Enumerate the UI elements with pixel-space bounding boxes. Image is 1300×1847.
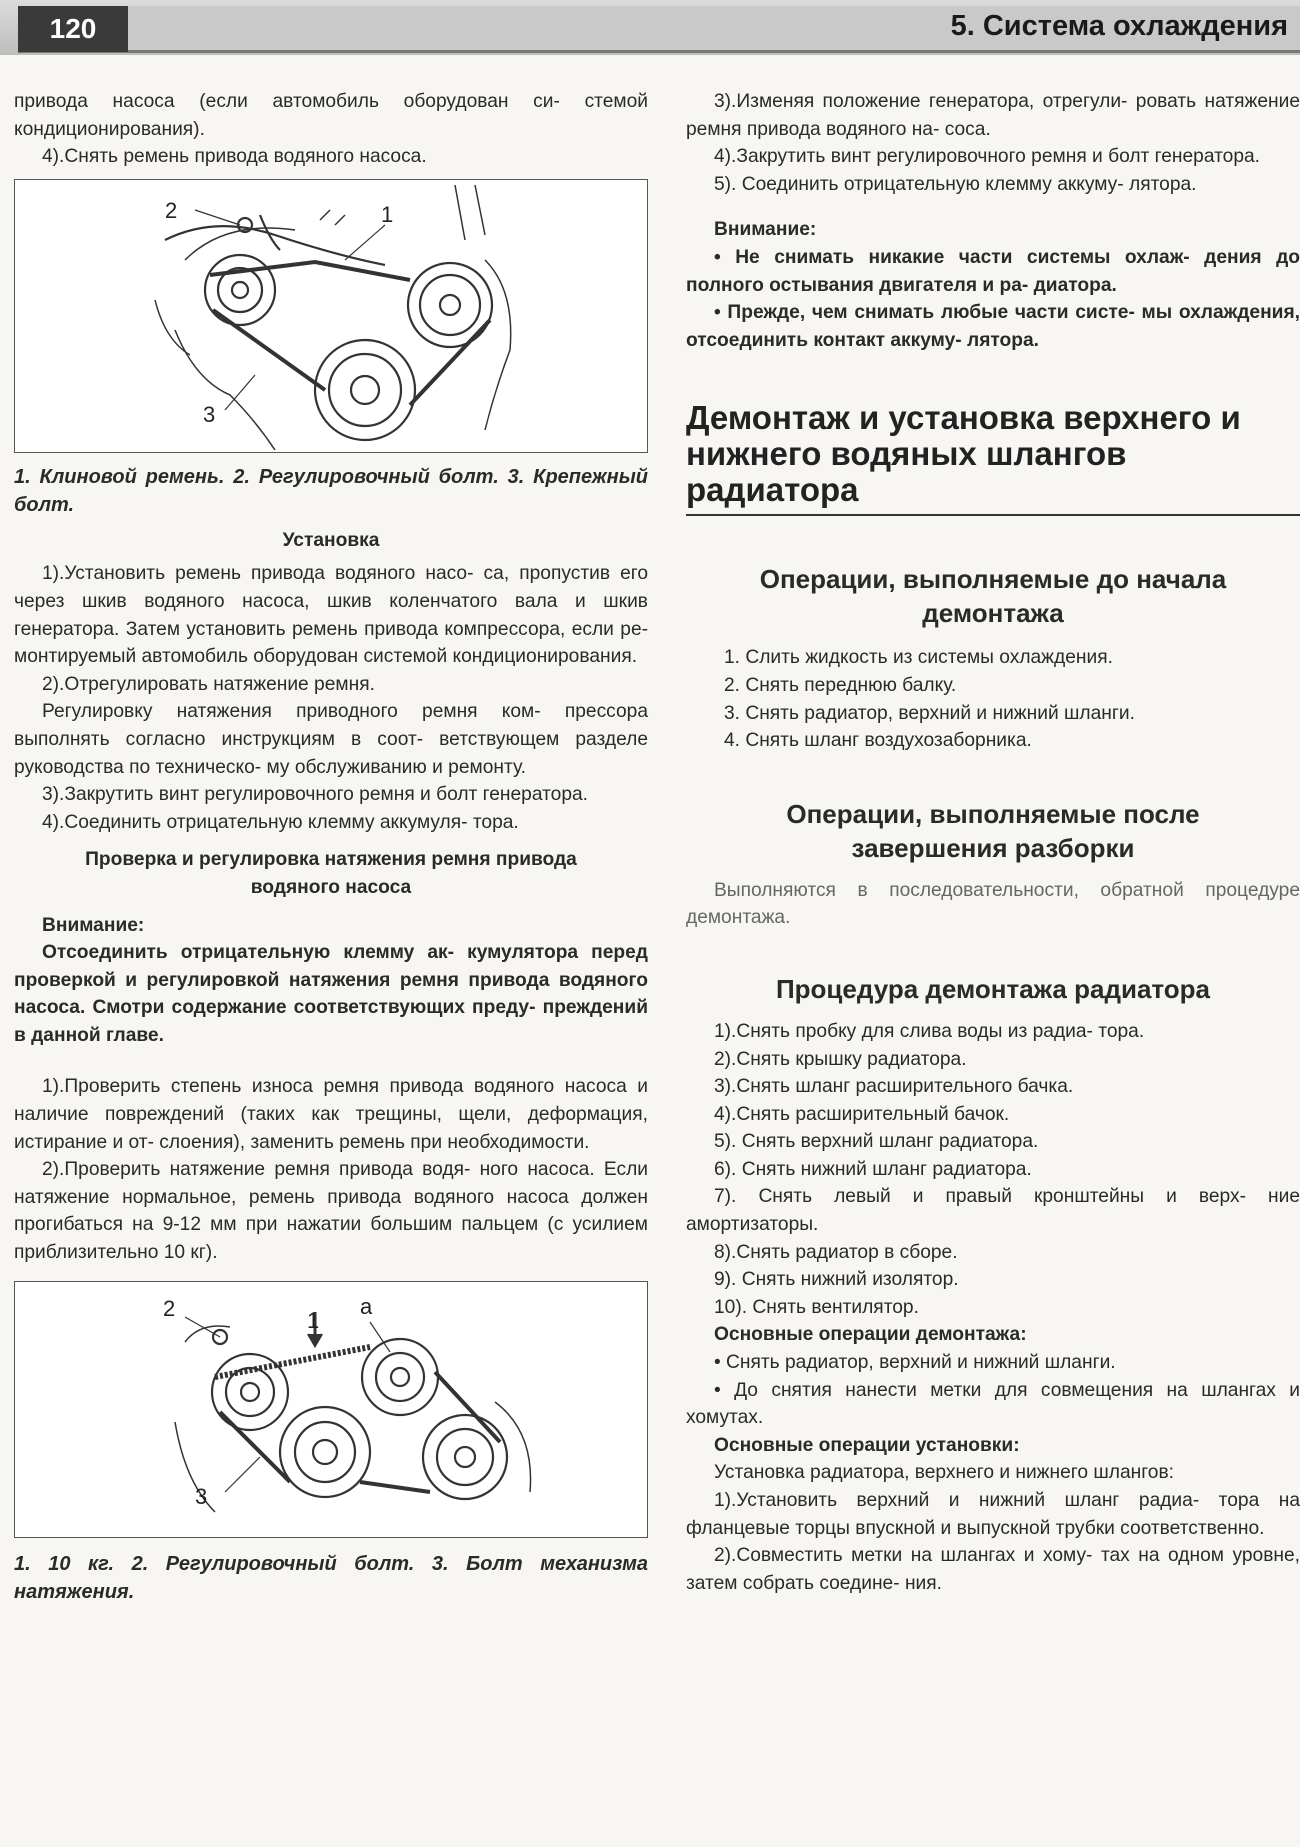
figure-belt-tension — [14, 1281, 648, 1538]
paragraph: привода насоса (если автомобиль оборудован си- стемой кондиционирования). — [14, 91, 648, 140]
procedure-step: 3).Снять шланг расширительного бачка. — [714, 1076, 1074, 1098]
procedure-step: 4).Снять расширительный бачок. — [714, 1103, 1010, 1125]
section-heading: Проверка и регулировка натяжения ремня привода водяного насоса — [85, 849, 577, 898]
subsection-title: Операции, выполняемые после завершения разборки — [786, 798, 1200, 863]
paragraph: 2).Отрегулировать натяжение ремня. — [42, 673, 375, 695]
paragraph: 2).Совместить метки на шлангах и хому- тах на одном уровне, затем собрать соедине- ния. — [686, 1545, 1300, 1594]
callout-a: a — [360, 1293, 373, 1319]
callout-3: 3 — [203, 401, 216, 427]
paragraph: 3).Закрутить винт регулировочного ремня и болт генератора. — [42, 784, 588, 806]
procedure-step: 6). Снять нижний шланг радиатора. — [714, 1158, 1032, 1180]
list-item: 3. Снять радиатор, верхний и нижний шланги. — [724, 702, 1135, 724]
figure-caption: 1. 10 кг. 2. Регулировочный болт. 3. Болт механизма натяжения. — [14, 1552, 648, 1603]
bullet-item: • Снять радиатор, верхний и нижний шланги. — [714, 1352, 1116, 1374]
chapter-title: 5. Система охлаждения — [950, 10, 1288, 42]
paragraph: 5). Соединить отрицательную клемму аккуму- лятора. — [714, 173, 1197, 195]
list-item: 1. Слить жидкость из системы охлаждения. — [724, 647, 1113, 669]
subsection-title: Процедура демонтажа радиатора — [775, 973, 1211, 1004]
callout-2: 2 — [163, 1295, 176, 1321]
section-heading: Установка — [282, 529, 380, 551]
procedure-step: 2).Снять крышку радиатора. — [714, 1048, 967, 1070]
paragraph: 4).Соединить отрицательную клемму аккумуля- тора. — [42, 811, 519, 833]
subsection-title: Операции, выполняемые до начала демонтажа — [759, 564, 1227, 629]
figure-belt-drive — [14, 179, 648, 453]
paragraph: 2).Проверить натяжение ремня привода водя- ного насоса. Если натяжение нормальное, ремень привода водяного насоса должен прогибаться на 9-12 мм при нажатии большим пальцем (с усилием приблизительно 10 кг). — [14, 1159, 648, 1264]
belt-diagram-1 — [15, 180, 647, 452]
page-number: 120 — [18, 6, 128, 52]
list-item: 4. Снять шланг воздухозаборника. — [724, 730, 1032, 752]
callout-1: 1 — [307, 1307, 320, 1333]
page-header — [0, 0, 1300, 55]
paragraph: 3).Изменяя положение генератора, отрегули- ровать натяжение ремня привода водяного на- соса. — [686, 91, 1300, 140]
belt-diagram-2 — [15, 1282, 647, 1537]
warning-title: Внимание: — [42, 914, 145, 936]
paragraph: 1).Установить ремень привода водяного насо- са, пропустив его через шкив водяного насоса, шкив коленчатого вала и шкив генератора. Затем установить ремень привода компрессора, если ре- монтируемый автомобиль оборудован системой кондиционирования. — [14, 563, 648, 668]
callout-2: 2 — [165, 197, 178, 223]
procedure-step: 7). Снять левый и правый кронштейны и верх- ние амортизаторы. — [686, 1186, 1300, 1236]
paragraph: Установка радиатора, верхнего и нижнего шлангов: — [714, 1462, 1174, 1484]
attention-item: • Не снимать никакие части системы охлаж- дения до полного остывания двигателя и ра- диатора. — [686, 246, 1300, 296]
paragraph: Регулировку натяжения приводного ремня ком- прессора выполнять согласно инструкциям в соот- ветствующем разделе руководства по техническо- му обслуживанию и ремонту. — [14, 701, 648, 778]
paragraph: Выполняются в последовательности, обратной процедуре демонтажа. — [686, 879, 1300, 929]
subheading: Основные операции демонтажа: — [714, 1324, 1027, 1346]
callout-3: 3 — [195, 1483, 208, 1509]
pre-operations-list — [686, 644, 1300, 754]
procedure-step: 1).Снять пробку для слива воды из радиа- тора. — [714, 1020, 1145, 1042]
paragraph: 1).Установить верхний и нижний шланг радиа- тора на фланцевые торцы впускной и выпускной трубки соответственно. — [686, 1490, 1300, 1539]
procedure-step: 9). Снять нижний изолятор. — [714, 1269, 959, 1291]
procedure-step: 8).Снять радиатор в сборе. — [714, 1241, 958, 1263]
bullet-item: • До снятия нанести метки для совмещения на шлангах и хомутах. — [686, 1379, 1300, 1429]
attention-item: • Прежде, чем снимать любые части систе- мы охлаждения, отсоединить контакт аккуму- лятора. — [686, 302, 1300, 351]
procedure-step: 5). Снять верхний шланг радиатора. — [714, 1131, 1039, 1153]
callout-1: 1 — [381, 201, 394, 227]
paragraph: 1).Проверить степень износа ремня привода водяного насоса и наличие повреждений (таких как трещины, щели, деформация, истирание и от- слоения), заменить ремень при необходимости. — [14, 1076, 648, 1153]
attention-title: Внимание: — [714, 219, 817, 241]
figure-caption: 1. Клиновой ремень. 2. Регулировочный болт. 3. Крепежный болт. — [14, 465, 648, 516]
warning-text: Отсоединить отрицательную клемму ак- кумулятора перед проверкой и регулировкой натяжения ремня привода водяного насоса. Смотри содержание соответствующих преду- преждений в данной главе. — [14, 942, 648, 1046]
paragraph: 4).Закрутить винт регулировочного ремня и болт генератора. — [714, 146, 1260, 168]
section-title: Демонтаж и установка верхнего и нижнего водяных шлангов радиатора — [686, 399, 1241, 509]
left-column — [14, 88, 648, 1606]
list-item: 2. Снять переднюю балку. — [724, 674, 957, 696]
procedure-step: 10). Снять вентилятор. — [714, 1296, 919, 1318]
paragraph: 4).Снять ремень привода водяного насоса. — [42, 146, 427, 168]
subheading: Основные операции установки: — [714, 1434, 1020, 1456]
right-column — [686, 88, 1300, 1597]
